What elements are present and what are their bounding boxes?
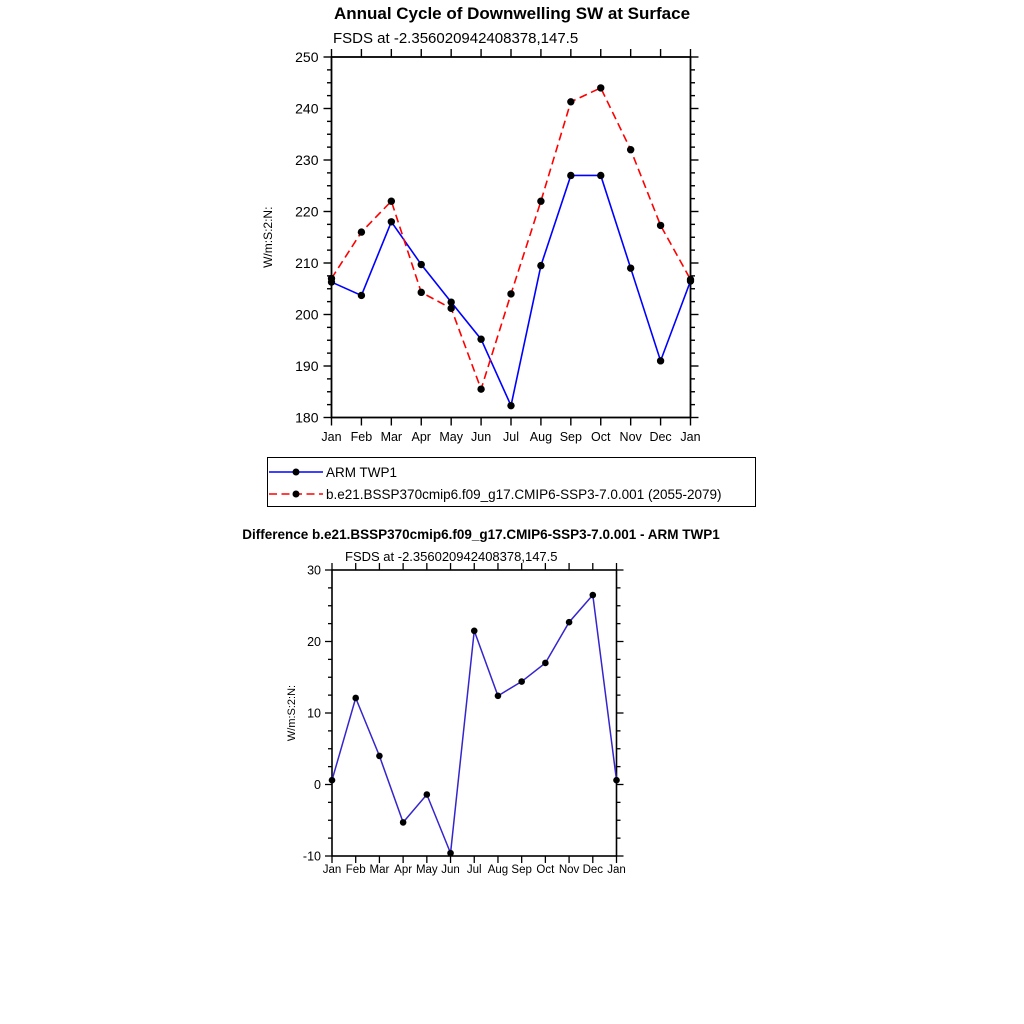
top-chart — [0, 0, 1024, 455]
plot-frame — [332, 570, 617, 856]
x-tick-label: Sep — [511, 864, 532, 876]
y-axis-minor-ticks — [328, 588, 621, 838]
x-tick-label: Oct — [591, 430, 611, 444]
x-tick-label: Sep — [559, 430, 582, 444]
y-axis-minor-ticks — [327, 70, 695, 405]
legend-row-0 — [268, 461, 755, 483]
x-tick-label: Jan — [607, 864, 626, 876]
legend-line-sample — [268, 488, 324, 500]
legend-label: ARM TWP1 — [326, 464, 398, 480]
x-tick-label: Jul — [466, 864, 482, 876]
x-tick-label: Nov — [558, 864, 580, 876]
legend-row-1 — [268, 483, 755, 505]
top-chart-subtitle: FSDS at -2.356020942408378,147.5 — [333, 30, 579, 47]
y-tick-label: -10 — [302, 849, 321, 864]
y-axis-ticks — [295, 49, 698, 426]
difference-chart-subtitle: FSDS at -2.356020942408378,147.5 — [345, 549, 558, 564]
y-tick-label: 20 — [307, 634, 321, 649]
x-tick-label: Aug — [529, 430, 553, 444]
y-tick-label: 210 — [295, 254, 319, 271]
x-tick-label: Jan — [321, 430, 342, 444]
y-axis-label: W/m:S:2:N: — [286, 684, 298, 742]
y-tick-label: 200 — [295, 306, 319, 323]
legend-label: b.e21.BSSP370cmip6.f09_g17.CMIP6-SSP3-7.0.001 (2055-2079) — [326, 486, 722, 502]
y-tick-label: 10 — [307, 706, 321, 721]
x-tick-label: Apr — [394, 864, 413, 876]
x-tick-label: Jun — [441, 864, 460, 876]
x-tick-label: Apr — [411, 430, 431, 444]
y-axis-label: W/m:S:2:N: — [261, 206, 275, 268]
x-tick-label: May — [439, 430, 463, 444]
x-tick-label: Mar — [380, 430, 403, 444]
y-tick-label: 190 — [295, 357, 319, 374]
y-tick-label: 180 — [295, 409, 319, 426]
difference-chart — [0, 520, 1024, 890]
x-tick-label: Feb — [345, 864, 366, 876]
top-chart-title: Annual Cycle of Downwelling SW at Surface — [333, 4, 691, 23]
y-tick-label: 0 — [314, 777, 321, 792]
x-tick-label: May — [415, 864, 438, 876]
x-tick-label: Nov — [619, 430, 642, 444]
x-tick-label: Feb — [350, 430, 373, 444]
x-tick-label: Dec — [582, 864, 604, 876]
y-tick-label: 230 — [295, 151, 319, 168]
x-tick-label: Oct — [536, 864, 555, 876]
x-tick-label: Jul — [503, 430, 519, 444]
series-markers-0 — [329, 592, 620, 857]
x-tick-label: Mar — [369, 864, 390, 876]
y-tick-label: 240 — [295, 100, 319, 117]
x-tick-label: Aug — [487, 864, 509, 876]
x-tick-label: Jan — [322, 864, 342, 876]
legend-line-sample — [268, 466, 324, 478]
y-tick-label: 220 — [295, 203, 319, 220]
difference-chart-title: Difference b.e21.BSSP370cmip6.f09_g17.CMIP6-SSP3-7.0.001 - ARM TWP1 — [242, 527, 720, 542]
x-tick-label: Jun — [471, 430, 492, 444]
y-tick-label: 30 — [307, 563, 321, 578]
series-markers-1 — [328, 84, 694, 393]
x-axis-ticks — [321, 49, 700, 444]
x-tick-label: Dec — [649, 430, 672, 444]
legend — [267, 457, 756, 507]
y-tick-label: 250 — [295, 48, 319, 65]
x-tick-label: Jan — [680, 430, 701, 444]
